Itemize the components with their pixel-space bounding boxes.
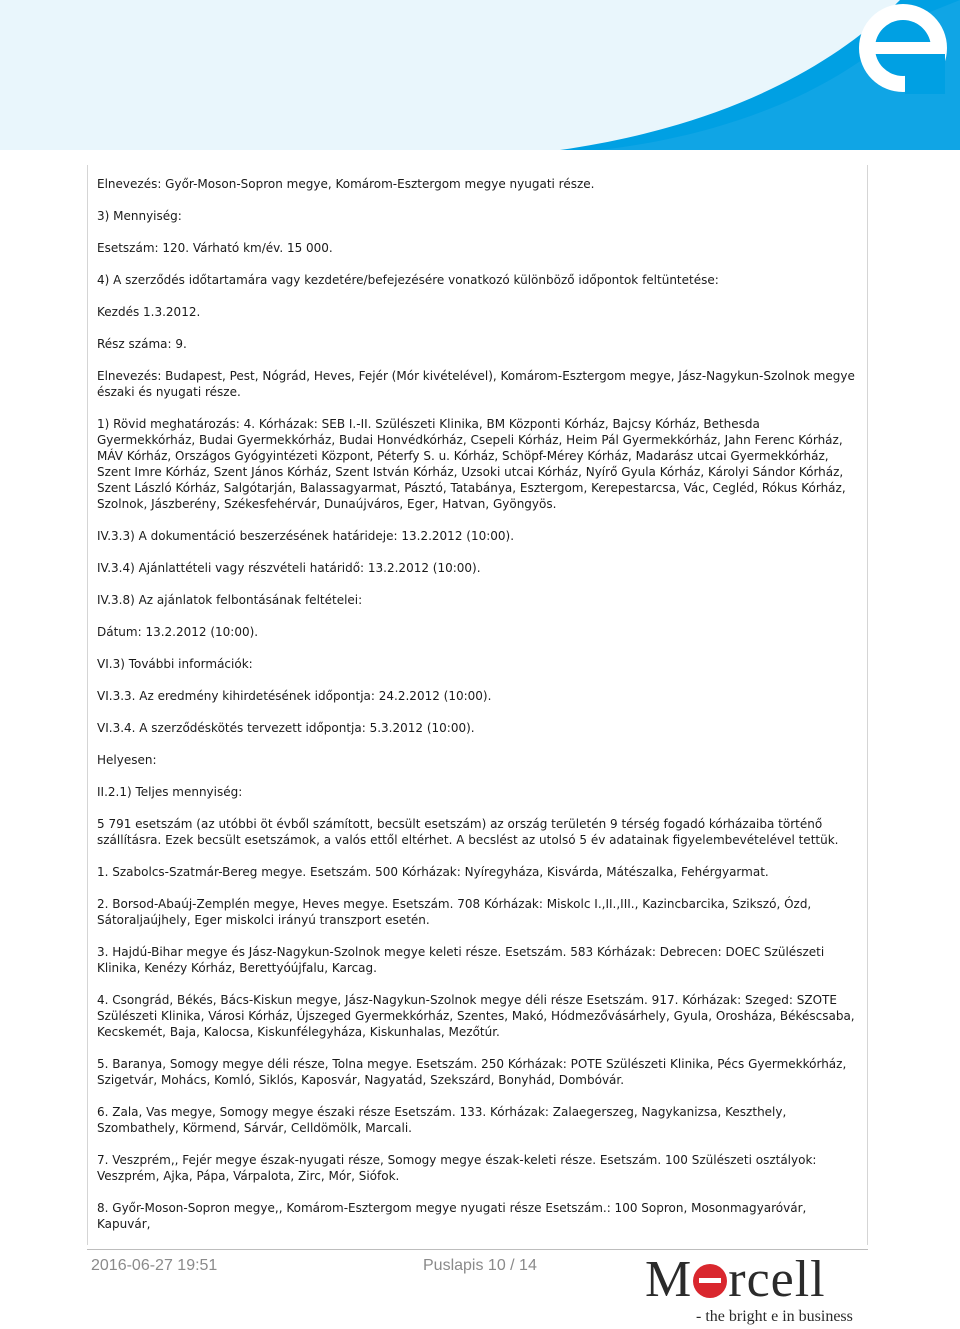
page-frame-left (87, 165, 88, 1245)
paragraph: 8. Győr-Moson-Sopron megye,, Komárom-Esztergom megye nyugati része Esetszám.: 100 Sopron, Mosonmagyaróvár, Kapuvár, (97, 1201, 807, 1231)
page-frame-right (867, 165, 868, 1245)
paragraph: Helyesen: (97, 753, 157, 767)
paragraph: IV.3.8) Az ajánlatok felbontásának feltételei: (97, 593, 363, 607)
paragraph: 6. Zala, Vas megye, Somogy megye északi része Esetszám. 133. Kórházak: Zalaegerszeg, Nagykanizsa, Keszthely, Szombathely, Körmend, Sárvár, Celldömölk, Marcali. (97, 1105, 787, 1135)
paragraph: IV.3.4) Ajánlattételi vagy részvételi határidő: 13.2.2012 (10:00). (97, 561, 481, 575)
paragraph: 5 791 esetszám (az utóbbi öt évből számított, becsült esetszám) az ország területén 9 térség fogadó kórházaiba történő szállításra. Ezek becsült esetszámok, a valós ettől eltérhet. A becslést az utolsó 5 év adatainak figyelembevételével tettük. (97, 817, 839, 847)
paragraph: 5. Baranya, Somogy megye déli része, Tolna megye. Esetszám. 250 Kórházak: POTE Szülészeti Klinika, Pécs Gyermekkórház, Szigetvár, Mohács, Komló, Siklós, Kaposvár, Nagyatád, Szekszárd, Bonyhád, Dombóvár. (97, 1057, 847, 1087)
paragraph: Elnevezés: Győr-Moson-Sopron megye, Komárom-Esztergom megye nyugati része. (97, 177, 595, 191)
paragraph: 7. Veszprém,, Fejér megye észak-nyugati része, Somogy megye észak-keleti része. Esetszám. 100 Szülészeti osztályok: Veszprém, Ajka, Pápa, Várpalota, Zirc, Mór, Siófok. (97, 1153, 817, 1183)
brand-name-start: M (645, 1251, 693, 1308)
paragraph: VI.3.3. Az eredmény kihirdetésének időpontja: 24.2.2012 (10:00). (97, 689, 492, 703)
paragraph: 1) Rövid meghatározás: 4. Kórházak: SEB I.-II. Szülészeti Klinika, BM Központi Kórház, Bajcsy Kórház, Bethesda Gyermekkórház, Budai Gyermekkórház, Budai Honvédkórház, Csepeli Kórház, Heim Pál Gyermekkórház, Jahn Ferenc Kórház, MÁV Kórház, Országos Gyógyintézeti Központ, Péterfy S. u. Kórház, Schöpf-Mérey Kórház, Madarász utcai Gyermekkórház, Szent Imre Kórház, Szent János Kórház, Szent István Kórház, Uzsoki utcai Kórház, Nyírő Gyula Kórház, Károlyi Sándor Kórház, Szent László Kórház, Salgótarján, Balassagyarmat, Pásztó, Tatabánya, Esztergom, Kerepestarcsa, Vác, Cegléd, Rókus Kórház, Szolnok, Jászberény, Székesfehérvár, Dunaújváros, Eger, Hatvan, Gyöngyös. (97, 417, 846, 511)
header-band (0, 0, 960, 150)
paragraph: 1. Szabolcs-Szatmár-Bereg megye. Esetszám. 500 Kórházak: Nyíregyháza, Kisvárda, Mátészalka, Fehérgyarmat. (97, 865, 769, 879)
paragraph: 3. Hajdú-Bihar megye és Jász-Nagykun-Szolnok megye keleti része. Esetszám. 583 Kórházak: Debrecen: DOEC Szülészeti Klinika, Kenézy Kórház, Berettyóújfalu, Karcag. (97, 945, 825, 975)
brand-wordmark (645, 1252, 826, 1308)
paragraph: 2. Borsod-Abaúj-Zemplén megye, Heves megye. Esetszám. 708 Kórházak: Miskolc I.,II.,III., Kazincbarcika, Szikszó, Ózd, Sátoraljaújhely, Eger miskolci irányú transzport esetén. (97, 897, 812, 927)
footer-page-number: Puslapis 10 / 14 (423, 1257, 537, 1274)
paragraph: 4) A szerződés időtartamára vagy kezdetére/befejezésére vonatkozó különböző időpontok feltüntetése: (97, 273, 719, 287)
paragraph: Dátum: 13.2.2012 (10:00). (97, 625, 259, 639)
brand-e-icon (693, 1264, 727, 1298)
paragraph: Elnevezés: Budapest, Pest, Nógrád, Heves, Fejér (Mór kivételével), Komárom-Esztergom megye, Jász-Nagykun-Szolnok megye északi és nyugati része. (97, 369, 855, 399)
paragraph: II.2.1) Teljes mennyiség: (97, 785, 243, 799)
paragraph: Rész száma: 9. (97, 337, 187, 351)
paragraph: IV.3.3) A dokumentáció beszerzésének határideje: 13.2.2012 (10:00). (97, 529, 515, 543)
paragraph: VI.3.4. A szerződéskötés tervezett időpontja: 5.3.2012 (10:00). (97, 721, 475, 735)
brand-tagline: - the bright e in business (696, 1308, 853, 1325)
paragraph: Esetszám: 120. Várható km/év. 15 000. (97, 241, 333, 255)
marcell-e-logo-icon (0, 0, 960, 150)
brand-name-end: rcell (728, 1251, 826, 1308)
footer-divider (87, 1249, 868, 1250)
paragraph: VI.3) További információk: (97, 657, 253, 671)
paragraph: 4. Csongrád, Békés, Bács-Kiskun megye, Jász-Nagykun-Szolnok megye déli része Esetszám. 917. Kórházak: Szeged: SZOTE Szülészeti Klinika, Városi Kórház, Újszeged Gyermekkórház, Szentes, Makó, Hódmezővásárhely, Gyula, Orosháza, Békéscsaba, Kecskemét, Baja, Kalocsa, Kiskunfélegyháza, Kiskunhalas, Mezőtúr. (97, 993, 855, 1039)
footer-date: 2016-06-27 19:51 (91, 1257, 218, 1274)
brand-logo (645, 1252, 870, 1329)
paragraph: Kezdés 1.3.2012. (97, 305, 201, 319)
document-body (97, 176, 859, 1248)
paragraph: 3) Mennyiség: (97, 209, 182, 223)
